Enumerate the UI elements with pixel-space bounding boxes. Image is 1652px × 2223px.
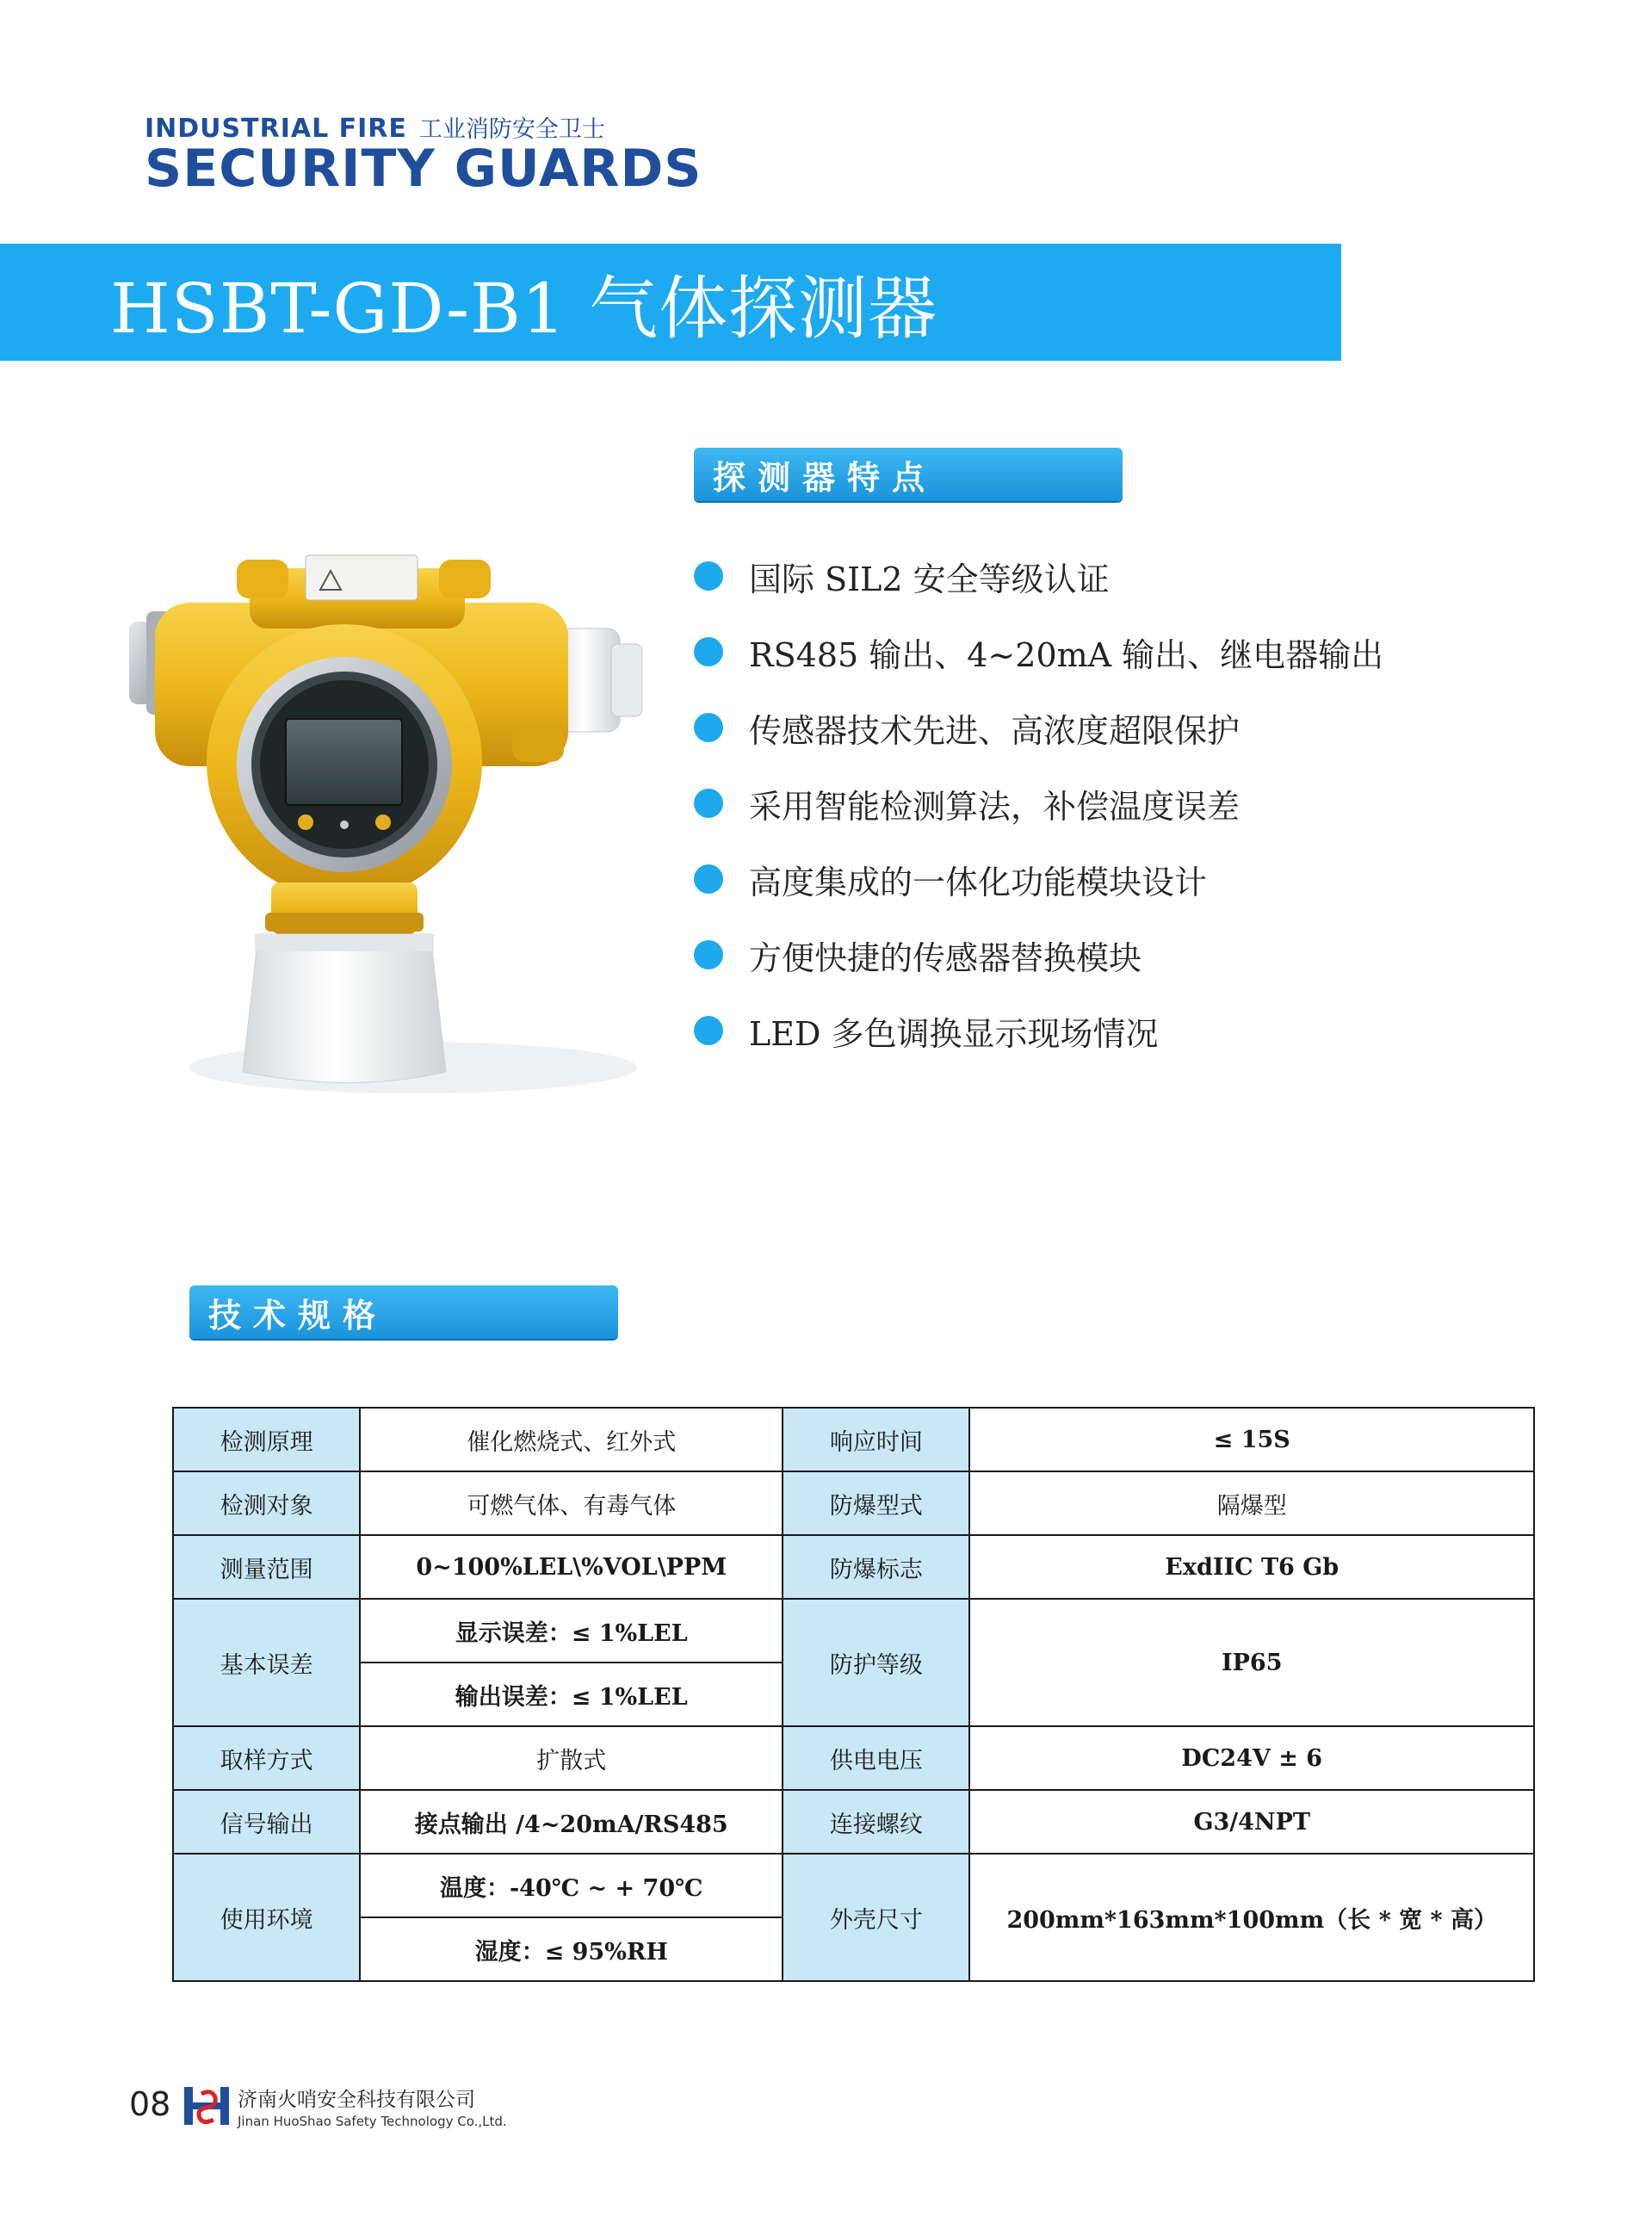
table-row	[173, 1471, 1534, 1535]
spec-value: 显示误差：≤ 1%LEL	[360, 1599, 783, 1663]
table-row	[173, 1599, 1534, 1663]
feature-text: 传感器技术先进、高浓度超限保护	[749, 711, 1241, 750]
bullet-icon	[694, 561, 723, 591]
bullet-icon	[694, 940, 723, 969]
brand-en-line2: SECURITY GUARDS	[145, 139, 702, 199]
feature-text: 国际 SIL2 安全等级认证	[749, 560, 1110, 598]
company-name	[238, 2084, 507, 2129]
spec-value: G3/4NPT	[969, 1790, 1534, 1854]
feature-item	[694, 841, 1383, 917]
features-heading-tag	[694, 448, 1123, 501]
spec-label: 信号输出	[173, 1790, 360, 1854]
spec-value: 接点输出 /4~20mA/RS485	[360, 1790, 783, 1854]
bullet-icon	[694, 713, 723, 742]
specs-heading-tag	[189, 1285, 618, 1339]
spec-label: 供电电压	[783, 1726, 969, 1790]
title-banner	[0, 244, 1341, 361]
spec-value: IP65	[969, 1599, 1534, 1726]
company-name-en: Jinan HuoShao Safety Technology Co.,Ltd.	[238, 2114, 507, 2129]
feature-item	[694, 690, 1383, 765]
table-row	[173, 1726, 1534, 1790]
feature-item	[694, 614, 1383, 690]
bullet-icon	[694, 789, 723, 818]
spec-value: 湿度：≤ 95%RH	[360, 1917, 783, 1981]
features-heading: 探测器特点	[713, 458, 937, 497]
feature-text: LED 多色调换显示现场情况	[749, 1014, 1159, 1053]
feature-item	[694, 538, 1383, 614]
spec-label: 响应时间	[783, 1408, 969, 1471]
spec-label: 防爆型式	[783, 1471, 969, 1535]
spec-value: 200mm*163mm*100mm（长 * 宽 * 高）	[969, 1854, 1534, 1981]
specs-heading: 技术规格	[208, 1296, 388, 1334]
spec-value: DC24V ± 6	[969, 1726, 1534, 1790]
spec-label: 检测原理	[173, 1408, 360, 1471]
bullet-icon	[694, 864, 723, 894]
feature-text: 高度集成的一体化功能模块设计	[749, 863, 1208, 901]
spec-value: 输出误差：≤ 1%LEL	[360, 1663, 783, 1726]
feature-text: RS485 输出、4~20mA 输出、继电器输出	[749, 635, 1384, 674]
feature-item	[694, 993, 1383, 1068]
spec-label: 防护等级	[783, 1599, 969, 1726]
spec-value: ExdIIC T6 Gb	[969, 1535, 1534, 1599]
brand-header	[145, 110, 702, 199]
table-row	[173, 1408, 1534, 1471]
feature-text: 采用智能检测算法，补偿温度误差	[749, 787, 1241, 826]
spec-label: 取样方式	[173, 1726, 360, 1790]
spec-value: 隔爆型	[969, 1471, 1534, 1535]
spec-label: 检测对象	[173, 1471, 360, 1535]
spec-value: 催化燃烧式、红外式	[360, 1408, 783, 1471]
feature-item	[694, 917, 1383, 993]
brand-en-line1: INDUSTRIAL FIRE	[145, 114, 407, 144]
brand-cn: 工业消防安全卫士	[418, 116, 605, 143]
spec-value: 温度：-40℃ ~ + 70℃	[360, 1854, 783, 1917]
spec-value: 0~100%LEL\%VOL\PPM	[360, 1535, 783, 1599]
page-title: HSBT-GD-B1 气体探测器	[110, 268, 938, 349]
features-list	[694, 538, 1383, 1068]
company-name-cn: 济南火哨安全科技有限公司	[238, 2089, 475, 2111]
spec-table	[172, 1407, 1535, 1982]
spec-value: 扩散式	[360, 1726, 783, 1790]
bullet-icon	[694, 1016, 723, 1045]
table-row	[173, 1535, 1534, 1599]
feature-item	[694, 765, 1383, 841]
spec-label: 外壳尺寸	[783, 1854, 969, 1981]
spec-label: 基本误差	[173, 1599, 360, 1726]
spec-label: 使用环境	[173, 1854, 360, 1981]
spec-value: 可燃气体、有毒气体	[360, 1471, 783, 1535]
spec-label: 连接螺纹	[783, 1790, 969, 1854]
spec-value: ≤ 15S	[969, 1408, 1534, 1471]
page-number: 08	[129, 2085, 171, 2123]
table-row	[173, 1790, 1534, 1854]
company-logo-icon	[183, 2082, 231, 2130]
spec-label: 防爆标志	[783, 1535, 969, 1599]
bullet-icon	[694, 637, 723, 666]
gas-detector-image	[121, 542, 671, 1111]
feature-text: 方便快捷的传感器替换模块	[749, 938, 1142, 977]
spec-label: 测量范围	[173, 1535, 360, 1599]
table-row	[173, 1854, 1534, 1917]
